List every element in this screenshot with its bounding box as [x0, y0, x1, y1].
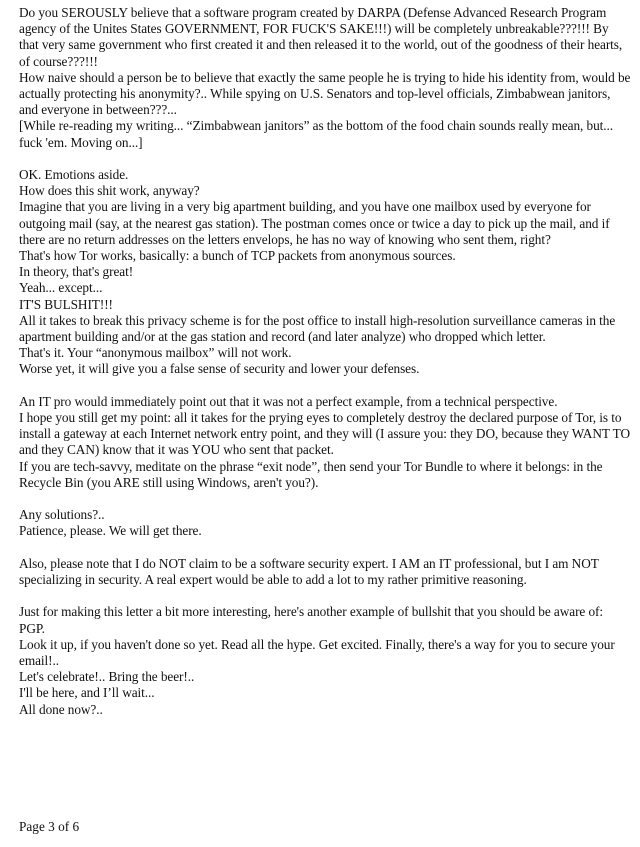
text-line: Let's celebrate!.. Bring the beer!.. — [19, 669, 195, 685]
paragraph-2 — [19, 167, 631, 378]
text-line: That's it. Your “anonymous mailbox” will not work. — [19, 345, 292, 361]
text-line: In theory, that's great! — [19, 264, 134, 280]
page-number: Page 3 of 6 — [19, 819, 80, 834]
text-line: Also, please note that I do NOT claim to be a software security expert. I AM an IT professional, but I am NOT specializing in security. A real expert would be able to add a lot to my rather primitive reasoning. — [19, 555, 599, 588]
text-line: That's how Tor works, basically: a bunch of TCP packets from anonymous sources. — [19, 248, 456, 264]
text-line: Just for making this letter a bit more interesting, here's another example of bullshit that you should be aware of: PGP. — [19, 604, 604, 636]
text-line: I'll be here, and I’ll wait... — [19, 685, 155, 701]
paragraph-3 — [19, 394, 631, 491]
text-line: IT'S BULSHIT!!! — [19, 296, 113, 312]
text-line: Yeah... except... — [19, 280, 103, 296]
paragraph-6 — [19, 604, 631, 717]
text-line: How naive should a person be to believe that exactly the same people he is trying to hide his identity from, would be actually protecting his anonymity?.. While spying on U.S. Senators and top-level officials, Zimbabwean janitors, and everyone in between???... — [19, 69, 631, 118]
paragraph-5 — [19, 556, 631, 588]
text-line: Patience, please. We will get there. — [19, 523, 202, 539]
text-line: Look it up, if you haven't done so yet. Read all the hype. Get excited. Finally, there's a way for you to secure your email!.. — [19, 636, 615, 669]
text-line: Worse yet, it will give you a false sense of security and lower your defenses. — [19, 361, 420, 377]
text-line: If you are tech-savvy, meditate on the phrase “exit node”, then send your Tor Bundle to where it belongs: in the Recycle Bin (you ARE still using Windows, aren't you?). — [19, 458, 603, 490]
text-line: All done now?.. — [19, 701, 103, 717]
paragraph-1 — [19, 5, 631, 151]
text-line: Imagine that you are living in a very big apartment building, and you have one mailbox used by everyone for outgoing mail (say, at the nearest gas station). The postman comes once or twice a day to pick up the mail, and if there are no return addresses on the letters envelops, he has no way of knowing who sent them, right? — [19, 199, 610, 247]
document-body — [19, 5, 631, 718]
text-line: An IT pro would immediately point out that it was not a perfect example, from a technical perspective. — [19, 393, 558, 409]
text-line: How does this shit work, anyway? — [19, 183, 200, 199]
text-line: All it takes to break this privacy scheme is for the post office to install high-resolution surveillance cameras in the apartment building and/or at the gas station and record (and later analyze) who dropped which letter. — [19, 312, 616, 345]
text-line: OK. Emotions aside. — [19, 167, 129, 183]
paragraph-4 — [19, 507, 631, 539]
text-line: I hope you still get my point: all it takes for the prying eyes to completely destroy the declared purpose of Tor, is to install a gateway at each Internet network entry point, and they will (I assure you: they DO, because they WANT TO and they CAN) know that it was YOU who sent that packet. — [19, 410, 630, 458]
text-line: Do you SEROUSLY believe that a software program created by DARPA (Defense Advanced Research Program agency of the Unites States GOVERNMENT, FOR FUCK'S SAKE!!!) will be completely unbreakable???!!! By that very same government who first created it and then released it to the world, out of the goodness of their hearts, of course???!!! — [19, 5, 623, 69]
text-line: Any solutions?.. — [19, 507, 105, 523]
text-line: [While re-reading my writing... “Zimbabwean janitors” as the bottom of the food chain sounds really mean, but... fuck 'em. Moving on...] — [19, 118, 614, 150]
